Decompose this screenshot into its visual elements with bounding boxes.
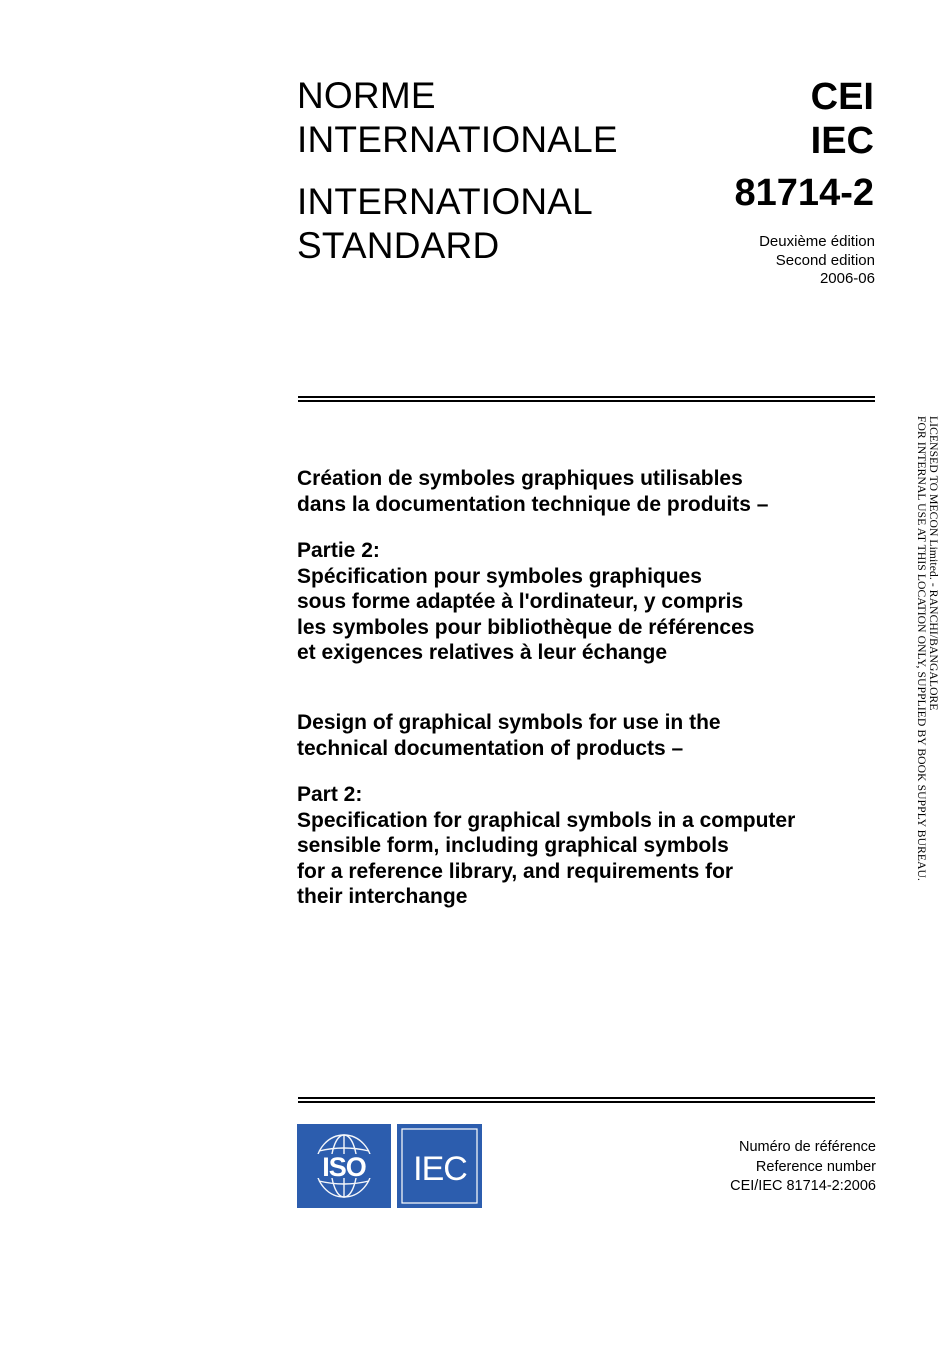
french-part-title [297,538,877,666]
text-line: Spécification pour symboles graphiques [297,564,702,588]
reference-value: CEI/IEC 81714-2:2006 [730,1178,876,1194]
edition-date: 2006-06 [819,270,875,287]
text-line: for a reference library, and requirements for [297,859,734,883]
license-line: FOR INTERNAL USE AT THIS LOCATION ONLY, SUPPLIED BY BOOK SUPPLY BUREAU. [915,416,928,882]
iec-logo-icon [397,1124,482,1208]
title-line: INTERNATIONALE [297,119,618,160]
code-iec: IEC [810,120,874,162]
text-line: les symboles pour bibliothèque de références [297,615,755,639]
reference-label-french: Numéro de référence [738,1139,876,1155]
svg-text:ISO: ISO [322,1152,366,1182]
french-document-title [297,466,877,517]
title-line: INTERNATIONAL [297,181,593,222]
code-cei: CEI [810,76,874,118]
organization-codes [811,75,874,163]
text-line: their interchange [297,885,468,908]
title-line: NORME [297,75,436,116]
top-divider [298,396,875,403]
text-line: sensible form, including graphical symbols [297,834,729,857]
reference-label-english: Reference number [755,1158,876,1175]
standard-number: 81714-2 [734,172,874,214]
iec-logo [397,1124,482,1208]
svg-text:IEC: IEC [413,1150,467,1188]
text-line: sous forme adaptée à l'ordinateur, y compris [297,590,744,613]
text-line: Part 2: [297,783,363,806]
text-line: dans la documentation technique de produits – [297,492,769,516]
text-line: Partie 2: [297,539,380,562]
text-line: Specification for graphical symbols in a computer [297,808,796,832]
english-document-title [297,710,877,761]
edition-info [759,233,875,289]
edition-french: Deuxième édition [759,233,875,250]
english-part-title [297,782,877,910]
license-notice [915,416,939,936]
text-line: Création de symboles graphiques utilisables [297,467,743,490]
bottom-divider [298,1097,875,1104]
english-standard-title [297,180,593,268]
text-line: Design of graphical symbols for use in the [297,711,721,734]
iso-logo [297,1124,391,1208]
text-line: technical documentation of products – [297,736,684,760]
edition-english: Second edition [775,251,875,269]
reference-number [730,1138,876,1197]
title-line: STANDARD [297,225,500,266]
license-line: LICENSED TO MECON Limited. - RANCHI/BANGALORE [927,416,940,711]
text-line: et exigences relatives à leur échange [297,641,668,664]
french-standard-title [297,74,618,162]
iso-globe-icon [297,1124,391,1208]
